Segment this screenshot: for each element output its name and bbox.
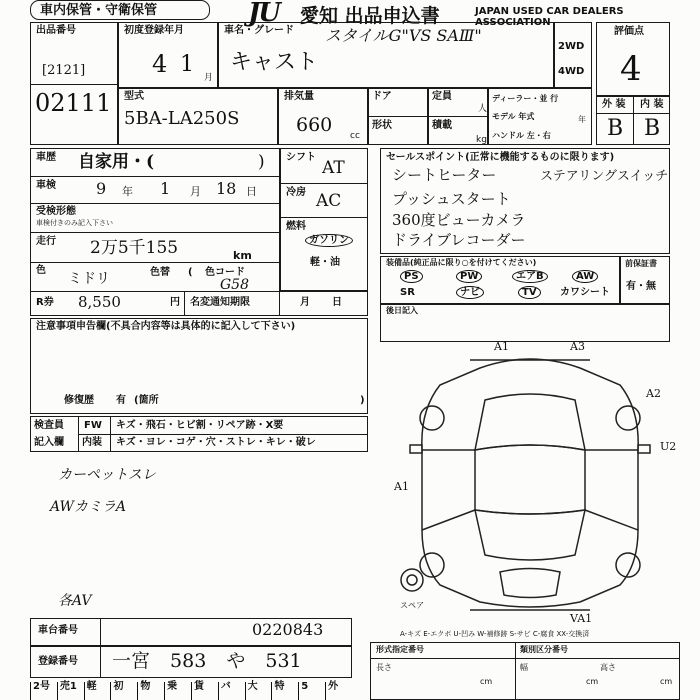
- equip-navi: ナビ: [456, 288, 484, 298]
- equip-pw: PW: [456, 272, 482, 282]
- name-change-unit: 月日: [300, 297, 364, 308]
- receipt-label: 受検形態: [36, 206, 76, 217]
- interior-grade: B: [644, 116, 661, 141]
- damage-mark-rear: VA1: [570, 612, 593, 625]
- bottom-cell: 5: [298, 682, 325, 700]
- size-label: 形式指定番号: [376, 645, 424, 654]
- inspector-fw: FW: [84, 420, 102, 431]
- bottom-cell: 特: [271, 682, 298, 700]
- sales-label: セールスポイント(正常に機能するものに限ります): [386, 152, 615, 163]
- cooler-value: AC: [316, 191, 342, 211]
- warranty-label: 前保証書: [625, 259, 657, 268]
- sheet-title: 愛知 出品申込書: [300, 5, 440, 27]
- model-label: 型式: [124, 91, 144, 102]
- size-height-unit: cm: [660, 677, 673, 686]
- mileage-unit: km: [233, 249, 252, 262]
- warranty-value: 有・無: [626, 281, 656, 292]
- equipment-label: 装備品(純正品に限り○を付けてください): [386, 258, 537, 267]
- dealer-label: ディーラー・並 行: [492, 94, 559, 103]
- car-name: キャスト: [230, 50, 319, 75]
- shift-label: シフト: [286, 152, 316, 163]
- lot-bracket: [2121]: [42, 63, 86, 78]
- load-label: 積載: [432, 120, 452, 131]
- drive-4wd: 4WD: [558, 66, 585, 77]
- model-value: 5BA-LA250S: [124, 108, 240, 129]
- repair-place: (箇所: [134, 395, 159, 406]
- bottom-cell: 貨: [191, 682, 218, 700]
- history-value: 自家用・(: [78, 152, 155, 172]
- drive-2wd: 2WD: [558, 41, 585, 52]
- bottom-row: [30, 682, 352, 700]
- lot-number: 02111: [35, 89, 112, 117]
- equip-tv: TV: [518, 288, 541, 298]
- wheel-fl: [420, 406, 444, 430]
- damage-legend: A-キズ E-エクボ U-凹み W-補修跡 S-サビ C-腐食 XX-交換済: [400, 630, 590, 638]
- type-label: 類別区分番号: [520, 645, 568, 654]
- score-value: 4: [620, 49, 642, 89]
- sales-line-1: シートヒーター: [392, 166, 497, 184]
- bottom-cell: 乗: [164, 682, 191, 700]
- inspection-label: 車検: [36, 180, 56, 191]
- plate-label: 登録番号: [38, 656, 78, 667]
- inspector-note-3: 各AV: [58, 593, 92, 609]
- notes-label: 注意事項申告欄(不具合内容等は具体的に記入して下さい): [36, 321, 296, 332]
- bottom-cell: 物: [137, 682, 164, 700]
- exterior-grade: B: [607, 116, 624, 141]
- damage-mark-right-side: U2: [660, 440, 677, 453]
- roof: [475, 445, 585, 514]
- displacement-value: 660: [296, 114, 333, 136]
- displacement-label: 排気量: [284, 91, 314, 102]
- fuel-label: 燃料: [286, 221, 306, 232]
- damage-mark-right-front: A2: [646, 387, 661, 400]
- interior-label: 内 装: [640, 99, 664, 110]
- storage-stamp-text: 車内保管・守衛保管: [40, 3, 158, 18]
- spare-tire: [401, 569, 423, 591]
- inspection-year: 9: [96, 179, 107, 198]
- inspection-year-unit: 年: [122, 185, 133, 198]
- inspector-label-1: 検査員: [34, 420, 64, 431]
- inspector-interior: 内装: [82, 437, 102, 448]
- bottom-cell: 売1: [57, 682, 84, 700]
- damage-mark-front-left: A1: [494, 340, 509, 353]
- color-code: G58: [220, 277, 249, 293]
- capacity-unit: 人: [478, 104, 488, 114]
- chassis-value: 0220843: [252, 620, 324, 639]
- sales-line-4: 360度ビューカメラ: [392, 211, 526, 229]
- inspection-day-unit: 日: [246, 185, 257, 198]
- shape-label: 形状: [372, 120, 392, 131]
- equip-ps: PS: [400, 272, 423, 282]
- history-label: 車歴: [36, 152, 56, 163]
- post-box: [380, 304, 670, 342]
- body-outline: [422, 359, 638, 607]
- mileage-value: 2万5千155: [90, 238, 179, 258]
- front-windshield: [475, 394, 585, 450]
- post-label: 後日記入: [386, 306, 418, 315]
- color-label: 色: [36, 265, 46, 276]
- equip-aw: AW: [572, 272, 598, 282]
- recycle-label: R券: [36, 297, 54, 308]
- inspector-note-2: AWカミラA: [50, 499, 127, 515]
- damage-mark-front-right: A3: [570, 340, 585, 353]
- rear-window: [475, 510, 585, 560]
- fuel-gas: ガソリン: [305, 236, 353, 246]
- inspection-day: 18: [216, 179, 237, 198]
- mirror-right: [638, 445, 650, 453]
- registration-month-unit: 月: [204, 73, 214, 83]
- bottom-cell: バ: [218, 682, 245, 700]
- history-close: ): [258, 152, 265, 172]
- rear-glass: [500, 569, 560, 598]
- sales-line-2: ステアリングスイッチ: [540, 169, 669, 184]
- load-unit: kg: [476, 135, 487, 145]
- repair-has: 有: [116, 395, 126, 406]
- color-code-label: 色コード: [205, 267, 245, 278]
- receipt-note: 車検付きのみ記入下さい: [36, 219, 113, 227]
- inspector-note-1: カーペットスレ: [58, 467, 156, 483]
- size-width-label: 幅: [520, 663, 528, 672]
- bottom-cell: 外: [325, 682, 352, 700]
- bottom-cell: 初: [110, 682, 137, 700]
- car-grade: スタイルG"VS SAⅢ": [325, 26, 482, 45]
- model-year-unit: 年: [578, 115, 586, 124]
- car-name-label: 車名・グレード: [224, 25, 294, 36]
- ju-logo: JU: [248, 0, 279, 28]
- bottom-cell: 軽: [84, 682, 111, 700]
- repair-label: 修復歴: [64, 395, 94, 406]
- model-year-label: モデル 年式: [492, 112, 535, 121]
- inspection-month: 1: [160, 179, 171, 198]
- inspector-interior-line: キズ・ヨレ・コゲ・穴・ストレ・キレ・破レ: [116, 437, 316, 448]
- cooler-label: 冷房: [286, 187, 306, 198]
- handle-label: ハンドル 左・右: [492, 131, 551, 140]
- shift-value: AT: [322, 158, 345, 178]
- drive-box: [554, 22, 592, 88]
- wheel-fr: [616, 406, 640, 430]
- sales-line-3: プッシュスタート: [392, 190, 511, 208]
- car-diagram: [380, 340, 680, 630]
- mileage-label: 走行: [36, 236, 56, 247]
- equip-sr: SR: [400, 287, 415, 298]
- color-value: ミドリ: [68, 271, 110, 287]
- left-side: [422, 450, 475, 530]
- recycle-value: 8,550: [78, 293, 121, 311]
- displacement-unit: cc: [350, 131, 360, 141]
- equip-airbag: エアB: [512, 272, 548, 282]
- registration-year: 4: [152, 50, 168, 78]
- score-label: 評価点: [614, 26, 644, 37]
- equip-leather: カワシート: [560, 287, 610, 298]
- recycle-unit: 円: [170, 297, 180, 308]
- door-label: ドア: [372, 91, 392, 102]
- inspector-fw-line: キズ・飛石・ヒビ割・リペア跡・X要: [116, 420, 284, 431]
- plate-value: 一宮 583 や 531: [112, 650, 302, 672]
- chassis-label: 車台番号: [38, 625, 78, 636]
- bottom-cell: 2号: [30, 682, 57, 700]
- size-height-label: 高さ: [600, 663, 616, 672]
- size-width-unit: cm: [586, 677, 599, 686]
- registration-month: 1: [180, 52, 194, 77]
- color-paren: (: [188, 267, 193, 278]
- fuel-diesel: 軽・油: [310, 257, 340, 268]
- inspector-label-2: 記入欄: [34, 437, 64, 448]
- spare-label: スペア: [400, 601, 424, 610]
- registration-label: 初度登録年月: [124, 25, 184, 36]
- association-name: JAPAN USED CAR DEALERS ASSOCIATION: [475, 6, 624, 28]
- right-side: [585, 450, 638, 530]
- repair-close: ): [360, 395, 365, 406]
- name-change-label: 名変通知期限: [190, 297, 250, 308]
- sales-line-5: ドライブレコーダー: [392, 231, 526, 249]
- capacity-label: 定員: [432, 91, 452, 102]
- lot-label: 出品番号: [36, 25, 76, 36]
- size-length-label: 長さ: [376, 663, 392, 672]
- inspection-month-unit: 月: [190, 185, 201, 198]
- size-length-unit: cm: [480, 677, 493, 686]
- exterior-label: 外 装: [602, 99, 626, 110]
- damage-mark-left-side: A1: [394, 480, 409, 493]
- color-change-label: 色替: [150, 267, 170, 278]
- mirror-left: [410, 445, 422, 453]
- bottom-cell: 大: [245, 682, 272, 700]
